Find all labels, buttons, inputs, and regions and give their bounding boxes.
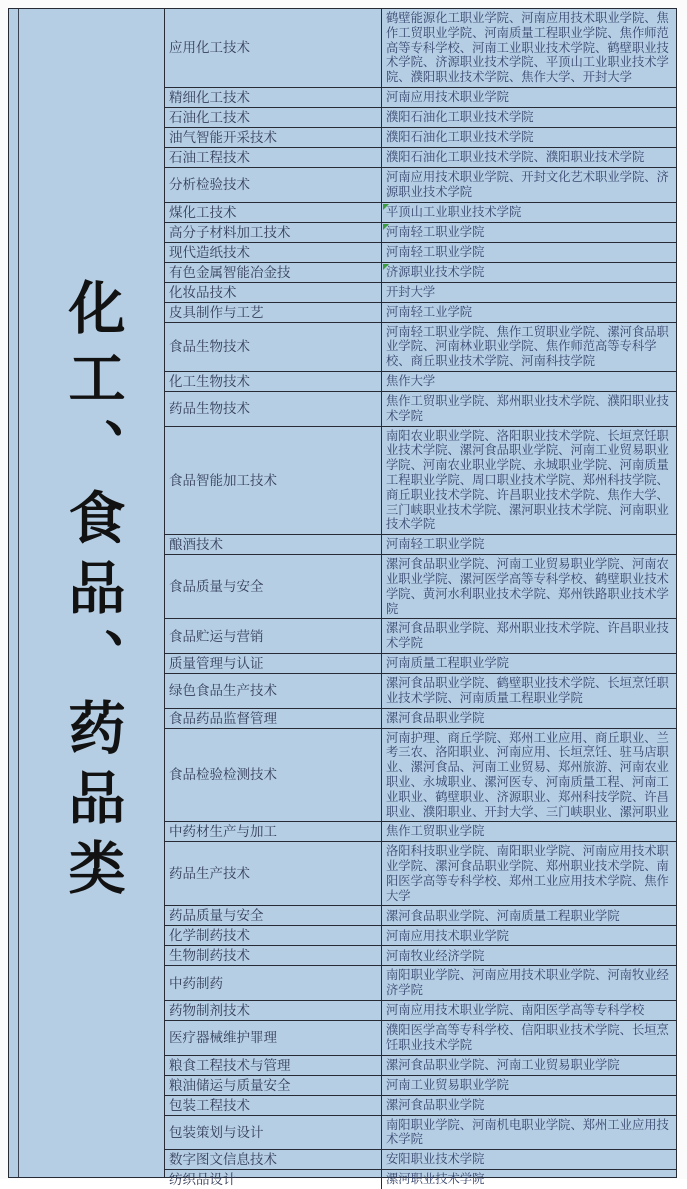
major-cell xyxy=(165,1001,382,1020)
college-list: 鹤壁能源化工职业学院、河南应用技术职业学院、焦作工贸职业学院、河南质量工程职业学院、焦作师范高等专科学校、河南工业职业技术学院、鹤壁职业技术学院、济源职业技术学院、平顶山工业职业技术学院、濮阳职业技术学院、焦作大学、开封大学 xyxy=(386,11,669,85)
college-list: 漯河食品职业学院、河南工业贸易职业学院、河南农业职业学院、漯河医学高等专科学校、鹤壁职业技术学院、黄河水利职业技术学院、郑州铁路职业技术学院 xyxy=(386,557,669,616)
college-list: 河南轻工职业学院、焦作工贸职业学院、漯河食品职业学院、河南林业职业学院、焦作师范高等专科学校、商丘职业技术学院、河南科技学院 xyxy=(386,324,669,369)
major-cell xyxy=(165,1056,382,1075)
college-list: 南阳职业学院、河南应用技术职业学院、河南牧业经济学院 xyxy=(386,968,669,998)
college-list: 河南质量工程职业学院 xyxy=(386,656,509,671)
colleges-cell xyxy=(382,303,676,322)
major-name: 食品检验检测技术 xyxy=(169,767,277,783)
major-cell xyxy=(165,1116,382,1150)
colleges-cell xyxy=(382,223,676,242)
colleges-cell xyxy=(382,9,676,87)
major-cell xyxy=(165,88,382,107)
table-row xyxy=(165,427,676,536)
major-name: 包装策划与设计 xyxy=(169,1124,264,1140)
major-cell xyxy=(165,906,382,925)
colleges-cell xyxy=(382,323,676,371)
excel-green-mark-icon xyxy=(383,224,389,230)
college-list: 濮阳石油化工职业技术学院 xyxy=(386,130,534,145)
major-cell xyxy=(165,926,382,945)
colleges-cell xyxy=(382,203,676,222)
major-cell xyxy=(165,9,382,87)
colleges-cell xyxy=(382,108,676,127)
major-cell xyxy=(165,148,382,167)
major-name: 食品质量与安全 xyxy=(169,579,264,595)
major-cell xyxy=(165,729,382,822)
major-name: 油气智能开采技术 xyxy=(169,129,277,145)
college-list: 河南应用技术职业学院、南阳医学高等专科学校 xyxy=(386,1003,645,1018)
college-list: 焦作工贸职业学院、郑州职业技术学院、濮阳职业技术学院 xyxy=(386,393,669,423)
college-list: 漯河职业技术学院 xyxy=(386,1172,485,1187)
table-row xyxy=(165,966,676,1001)
category-column xyxy=(9,9,165,1177)
major-name: 中药材生产与加工 xyxy=(169,824,277,840)
major-cell xyxy=(165,535,382,554)
college-list: 河南轻工职业学院 xyxy=(386,537,485,552)
college-list: 平顶山工业职业技术学院 xyxy=(386,204,522,219)
table-row xyxy=(165,1150,676,1170)
major-cell xyxy=(165,168,382,202)
colleges-cell xyxy=(382,555,676,618)
table-row xyxy=(165,1076,676,1096)
college-list: 漯河食品职业学院 xyxy=(386,710,485,725)
table-row xyxy=(165,243,676,263)
colleges-cell xyxy=(382,926,676,945)
major-cell xyxy=(165,303,382,322)
category-left-strip xyxy=(9,9,19,1177)
major-name: 绿色食品生产技术 xyxy=(169,683,277,699)
colleges-cell xyxy=(382,709,676,728)
colleges-cell xyxy=(382,88,676,107)
major-name: 高分子材料加工技术 xyxy=(169,224,291,240)
major-cell xyxy=(165,966,382,1000)
major-name: 纺织品设计 xyxy=(169,1172,237,1188)
major-name: 医疗器械维护罪理 xyxy=(169,1030,277,1046)
major-name: 质量管理与认证 xyxy=(169,655,264,671)
major-cell xyxy=(165,1076,382,1095)
table-row xyxy=(165,822,676,842)
major-name: 粮食工程技术与管理 xyxy=(169,1057,291,1073)
table-row xyxy=(165,148,676,168)
colleges-cell xyxy=(382,372,676,391)
colleges-cell xyxy=(382,283,676,302)
colleges-cell xyxy=(382,1170,676,1189)
college-list: 洛阳科技职业学院、南阳职业学院、河南应用技术职业学院、漯河食品职业学院、郑州职业技术学院、南阳医学高等专科学校、郑州工业应用技术学院、焦作大学 xyxy=(386,844,669,903)
major-name: 应用化工技术 xyxy=(169,40,250,56)
colleges-cell xyxy=(382,1150,676,1169)
category-label: 化工、食品、药品类 xyxy=(60,278,123,908)
major-cell xyxy=(165,372,382,391)
table-row xyxy=(165,203,676,223)
colleges-cell xyxy=(382,168,676,202)
major-cell xyxy=(165,1150,382,1169)
major-name: 现代造纸技术 xyxy=(169,244,250,260)
major-name: 精细化工技术 xyxy=(169,89,250,105)
table-row xyxy=(165,168,676,203)
colleges-cell xyxy=(382,619,676,653)
major-cell xyxy=(165,392,382,426)
table-row xyxy=(165,906,676,926)
major-name: 石油化工技术 xyxy=(169,109,250,125)
major-cell xyxy=(165,223,382,242)
major-name: 化妆品技术 xyxy=(169,284,237,300)
major-cell xyxy=(165,709,382,728)
table-row xyxy=(165,729,676,823)
major-cell xyxy=(165,674,382,708)
majors-rows xyxy=(165,9,676,1188)
major-name: 石油工程技术 xyxy=(169,149,250,165)
table-row xyxy=(165,674,676,709)
colleges-cell xyxy=(382,1001,676,1020)
college-list: 濮阳石油化工职业技术学院、濮阳职业技术学院 xyxy=(386,150,645,165)
major-cell xyxy=(165,243,382,262)
table-row xyxy=(165,709,676,729)
major-name: 煤化工技术 xyxy=(169,204,237,220)
major-cell xyxy=(165,654,382,673)
major-name: 粮油储运与质量安全 xyxy=(169,1077,291,1093)
table-row xyxy=(165,303,676,323)
table-row xyxy=(165,1116,676,1151)
college-list: 焦作大学 xyxy=(386,374,436,389)
table-row xyxy=(165,88,676,108)
college-list: 河南护理、商丘学院、郑州工业应用、商丘职业、兰考三农、洛阳职业、河南应用、长垣烹饪、驻马店职业、漯河食品、河南工业贸易、郑州旅游、河南农业职业、永城职业、漯河医专、河南质量工程、河南工业职业、鹤壁职业、济源职业、郑州科技学院、许昌职业、濮阳职业、开封大学、三门峡职业、漯河职业 xyxy=(386,730,669,819)
college-list: 河南应用技术职业学院、开封文化艺术职业学院、济源职业技术学院 xyxy=(386,169,669,199)
table-row xyxy=(165,1096,676,1116)
college-list: 漯河食品职业学院 xyxy=(386,1097,485,1112)
college-list: 河南应用技术职业学院 xyxy=(386,928,509,943)
major-name: 食品生物技术 xyxy=(169,339,250,355)
major-cell xyxy=(165,283,382,302)
table-row xyxy=(165,842,676,906)
college-list: 安阳职业技术学院 xyxy=(386,1152,485,1167)
table-row xyxy=(165,263,676,283)
major-cell xyxy=(165,842,382,905)
college-list: 河南轻工职业学院 xyxy=(386,244,485,259)
table-row xyxy=(165,128,676,148)
major-name: 药物制剂技术 xyxy=(169,1003,250,1019)
major-cell xyxy=(165,1170,382,1189)
table-row xyxy=(165,1170,676,1189)
table-row xyxy=(165,654,676,674)
major-name: 药品生产技术 xyxy=(169,866,250,882)
table-row xyxy=(165,1021,676,1056)
major-cell xyxy=(165,555,382,618)
table-row xyxy=(165,555,676,619)
colleges-cell xyxy=(382,1116,676,1150)
major-name: 分析检验技术 xyxy=(169,177,250,193)
major-cell xyxy=(165,108,382,127)
colleges-cell xyxy=(382,654,676,673)
colleges-cell xyxy=(382,148,676,167)
table-row xyxy=(165,323,676,372)
table-row xyxy=(165,372,676,392)
college-list: 濮阳石油化工职业技术学院 xyxy=(386,110,534,125)
major-name: 化工生物技术 xyxy=(169,373,250,389)
major-cell xyxy=(165,427,382,535)
colleges-cell xyxy=(382,946,676,965)
table-row xyxy=(165,223,676,243)
table-row xyxy=(165,108,676,128)
college-list: 河南工业贸易职业学院 xyxy=(386,1077,509,1092)
table-row xyxy=(165,535,676,555)
major-name: 数字图文信息技术 xyxy=(169,1152,277,1168)
colleges-cell xyxy=(382,535,676,554)
major-name: 中药制药 xyxy=(169,975,223,991)
major-name: 化学制药技术 xyxy=(169,928,250,944)
major-cell xyxy=(165,1021,382,1055)
major-cell xyxy=(165,822,382,841)
major-cell xyxy=(165,128,382,147)
colleges-cell xyxy=(382,1096,676,1115)
major-cell xyxy=(165,203,382,222)
colleges-cell xyxy=(382,392,676,426)
colleges-cell xyxy=(382,263,676,282)
college-list: 漯河食品职业学院、郑州职业技术学院、许昌职业技术学院 xyxy=(386,621,669,651)
table-row xyxy=(165,392,676,427)
college-list: 焦作工贸职业学院 xyxy=(386,824,485,839)
college-list: 濮阳医学高等专科学校、信阳职业技术学院、长垣烹饪职业技术学院 xyxy=(386,1023,669,1052)
college-list: 河南牧业经济学院 xyxy=(386,948,485,963)
major-name: 包装工程技术 xyxy=(169,1097,250,1113)
college-list: 南阳职业学院、河南机电职业学院、郑州工业应用技术学院 xyxy=(386,1117,669,1147)
colleges-cell xyxy=(382,1056,676,1075)
table-row xyxy=(165,283,676,303)
colleges-cell xyxy=(382,966,676,1000)
college-list: 南阳农业职业学院、洛阳职业技术学院、长垣烹饪职业技术学院、漯河食品职业学院、河南工业贸易职业学院、河南农业职业学院、永城职业学院、河南质量工程职业学院、周口职业技术学院、郑州科技学院、商丘职业技术学院、许昌职业技术学院、焦作大学、三门峡职业技术学院、漯河职业技术学院、河南职业技术学院 xyxy=(386,428,669,532)
major-name: 食品药品监督管理 xyxy=(169,710,277,726)
major-name: 生物制药技术 xyxy=(169,948,250,964)
table-row xyxy=(165,926,676,946)
colleges-cell xyxy=(382,1021,676,1055)
college-list: 河南轻工职业学院 xyxy=(386,224,485,239)
major-name: 食品贮运与营销 xyxy=(169,628,264,644)
colleges-cell xyxy=(382,842,676,905)
college-list: 河南应用技术职业学院 xyxy=(386,90,509,105)
college-list: 河南轻工业学院 xyxy=(386,304,473,319)
colleges-cell xyxy=(382,427,676,535)
colleges-cell xyxy=(382,906,676,925)
major-cell xyxy=(165,263,382,282)
major-name: 酿酒技术 xyxy=(169,537,223,553)
table-row xyxy=(165,1056,676,1076)
major-cell xyxy=(165,946,382,965)
table-row xyxy=(165,619,676,654)
colleges-cell xyxy=(382,128,676,147)
table-row xyxy=(165,1001,676,1021)
table-row xyxy=(165,946,676,966)
category-cell xyxy=(19,9,164,1177)
college-list: 开封大学 xyxy=(386,284,436,299)
major-name: 皮具制作与工艺 xyxy=(169,304,264,320)
major-name: 药品生物技术 xyxy=(169,401,250,417)
major-cell xyxy=(165,1096,382,1115)
major-cell xyxy=(165,619,382,653)
table-row xyxy=(165,9,676,88)
college-list: 漯河食品职业学院、鹤壁职业技术学院、长垣烹饪职业技术学院、河南质量工程职业学院 xyxy=(386,675,669,705)
category-majors-table xyxy=(8,8,677,1188)
colleges-cell xyxy=(382,729,676,822)
excel-green-mark-icon xyxy=(383,204,389,210)
major-name: 药品质量与安全 xyxy=(169,908,264,924)
major-cell xyxy=(165,323,382,371)
colleges-cell xyxy=(382,822,676,841)
college-list: 漯河食品职业学院、河南质量工程职业学院 xyxy=(386,908,620,923)
colleges-cell xyxy=(382,243,676,262)
major-name: 食品智能加工技术 xyxy=(169,472,277,488)
excel-green-mark-icon xyxy=(383,264,389,270)
colleges-cell xyxy=(382,1076,676,1095)
college-list: 济源职业技术学院 xyxy=(386,264,485,279)
college-list: 漯河食品职业学院、河南工业贸易职业学院 xyxy=(386,1057,620,1072)
major-name: 有色金属智能冶金技 xyxy=(169,264,291,280)
colleges-cell xyxy=(382,674,676,708)
